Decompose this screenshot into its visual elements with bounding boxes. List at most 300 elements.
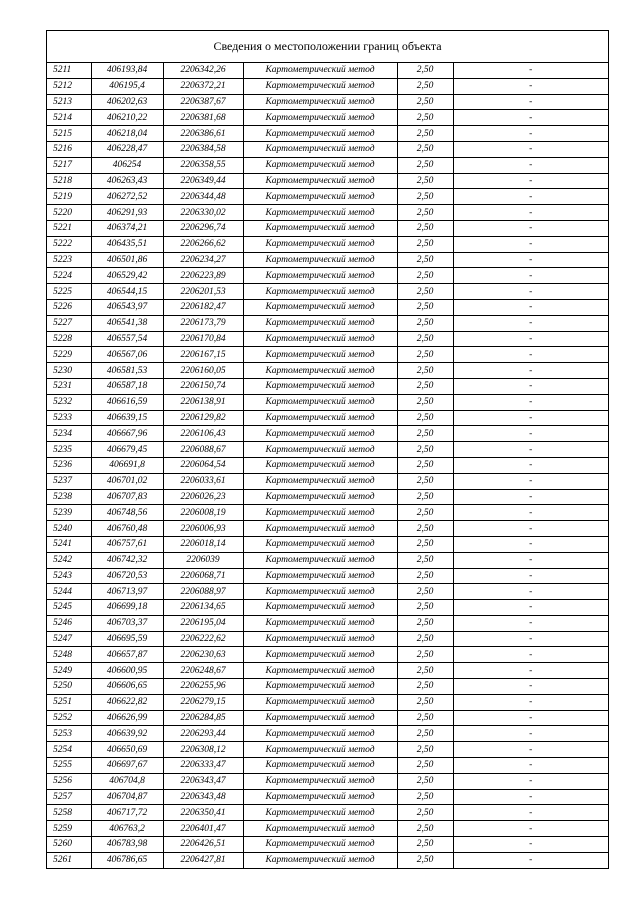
y-coordinate-cell: 2206223,89	[163, 268, 243, 284]
method-cell: Картометрический метод	[243, 141, 397, 157]
description-cell: -	[453, 758, 608, 774]
description-cell: -	[453, 94, 608, 110]
description-cell: -	[453, 426, 608, 442]
x-coordinate-cell: 406543,97	[91, 299, 163, 315]
point-number-cell: 5221	[47, 220, 91, 236]
y-coordinate-cell: 2206170,84	[163, 331, 243, 347]
x-coordinate-cell: 406622,82	[91, 694, 163, 710]
point-number-cell: 5256	[47, 773, 91, 789]
table-row	[47, 694, 608, 710]
accuracy-cell: 2,50	[397, 694, 453, 710]
table-row	[47, 189, 608, 205]
y-coordinate-cell: 2206018,14	[163, 536, 243, 552]
point-number-cell: 5244	[47, 584, 91, 600]
method-cell: Картометрический метод	[243, 110, 397, 126]
y-coordinate-cell: 2206255,96	[163, 679, 243, 695]
y-coordinate-cell: 2206008,19	[163, 505, 243, 521]
x-coordinate-cell: 406639,15	[91, 410, 163, 426]
accuracy-cell: 2,50	[397, 110, 453, 126]
accuracy-cell: 2,50	[397, 789, 453, 805]
accuracy-cell: 2,50	[397, 758, 453, 774]
method-cell: Картометрический метод	[243, 268, 397, 284]
table-row	[47, 157, 608, 173]
table-row	[47, 821, 608, 837]
method-cell: Картометрический метод	[243, 347, 397, 363]
table-row	[47, 615, 608, 631]
x-coordinate-cell: 406704,87	[91, 789, 163, 805]
method-cell: Картометрический метод	[243, 94, 397, 110]
y-coordinate-cell: 2206330,02	[163, 205, 243, 221]
point-number-cell: 5255	[47, 758, 91, 774]
method-cell: Картометрический метод	[243, 584, 397, 600]
description-cell: -	[453, 331, 608, 347]
y-coordinate-cell: 2206266,62	[163, 236, 243, 252]
description-cell: -	[453, 63, 608, 78]
x-coordinate-cell: 406703,37	[91, 615, 163, 631]
point-number-cell: 5218	[47, 173, 91, 189]
accuracy-cell: 2,50	[397, 805, 453, 821]
description-cell: -	[453, 173, 608, 189]
x-coordinate-cell: 406567,06	[91, 347, 163, 363]
x-coordinate-cell: 406699,18	[91, 600, 163, 616]
accuracy-cell: 2,50	[397, 126, 453, 142]
method-cell: Картометрический метод	[243, 378, 397, 394]
y-coordinate-cell: 2206195,04	[163, 615, 243, 631]
table-row	[47, 584, 608, 600]
accuracy-cell: 2,50	[397, 410, 453, 426]
x-coordinate-cell: 406529,42	[91, 268, 163, 284]
point-number-cell: 5230	[47, 363, 91, 379]
method-cell: Картометрический метод	[243, 821, 397, 837]
y-coordinate-cell: 2206401,47	[163, 821, 243, 837]
x-coordinate-cell: 406763,2	[91, 821, 163, 837]
table-row	[47, 805, 608, 821]
x-coordinate-cell: 406707,83	[91, 489, 163, 505]
accuracy-cell: 2,50	[397, 252, 453, 268]
method-cell: Картометрический метод	[243, 789, 397, 805]
accuracy-cell: 2,50	[397, 331, 453, 347]
accuracy-cell: 2,50	[397, 157, 453, 173]
point-number-cell: 5246	[47, 615, 91, 631]
table-row	[47, 505, 608, 521]
point-number-cell: 5259	[47, 821, 91, 837]
point-number-cell: 5250	[47, 679, 91, 695]
x-coordinate-cell: 406713,97	[91, 584, 163, 600]
table-row	[47, 679, 608, 695]
point-number-cell: 5248	[47, 647, 91, 663]
y-coordinate-cell: 2206150,74	[163, 378, 243, 394]
table-row	[47, 457, 608, 473]
accuracy-cell: 2,50	[397, 568, 453, 584]
x-coordinate-cell: 406600,95	[91, 663, 163, 679]
point-number-cell: 5257	[47, 789, 91, 805]
accuracy-cell: 2,50	[397, 679, 453, 695]
table-row	[47, 363, 608, 379]
point-number-cell: 5211	[47, 63, 91, 78]
table-row	[47, 758, 608, 774]
description-cell: -	[453, 710, 608, 726]
table-row	[47, 442, 608, 458]
point-number-cell: 5219	[47, 189, 91, 205]
accuracy-cell: 2,50	[397, 600, 453, 616]
accuracy-cell: 2,50	[397, 268, 453, 284]
accuracy-cell: 2,50	[397, 710, 453, 726]
x-coordinate-cell: 406701,02	[91, 473, 163, 489]
point-number-cell: 5254	[47, 742, 91, 758]
point-number-cell: 5231	[47, 378, 91, 394]
point-number-cell: 5226	[47, 299, 91, 315]
table-title: Сведения о местоположении границ объекта	[47, 31, 608, 63]
point-number-cell: 5227	[47, 315, 91, 331]
x-coordinate-cell: 406626,99	[91, 710, 163, 726]
y-coordinate-cell: 2206342,26	[163, 63, 243, 78]
point-number-cell: 5223	[47, 252, 91, 268]
method-cell: Картометрический метод	[243, 157, 397, 173]
y-coordinate-cell: 2206344,48	[163, 189, 243, 205]
table-row	[47, 489, 608, 505]
table-row	[47, 394, 608, 410]
y-coordinate-cell: 2206138,91	[163, 394, 243, 410]
method-cell: Картометрический метод	[243, 189, 397, 205]
description-cell: -	[453, 442, 608, 458]
method-cell: Картометрический метод	[243, 600, 397, 616]
y-coordinate-cell: 2206129,82	[163, 410, 243, 426]
point-number-cell: 5234	[47, 426, 91, 442]
accuracy-cell: 2,50	[397, 473, 453, 489]
table-row	[47, 789, 608, 805]
point-number-cell: 5240	[47, 521, 91, 537]
table-row	[47, 331, 608, 347]
method-cell: Картометрический метод	[243, 837, 397, 853]
y-coordinate-cell: 2206182,47	[163, 299, 243, 315]
method-cell: Картометрический метод	[243, 552, 397, 568]
point-number-cell: 5217	[47, 157, 91, 173]
method-cell: Картометрический метод	[243, 236, 397, 252]
accuracy-cell: 2,50	[397, 315, 453, 331]
point-number-cell: 5261	[47, 852, 91, 867]
y-coordinate-cell: 2206134,65	[163, 600, 243, 616]
x-coordinate-cell: 406606,65	[91, 679, 163, 695]
accuracy-cell: 2,50	[397, 378, 453, 394]
accuracy-cell: 2,50	[397, 78, 453, 94]
accuracy-cell: 2,50	[397, 489, 453, 505]
accuracy-cell: 2,50	[397, 426, 453, 442]
x-coordinate-cell: 406760,48	[91, 521, 163, 537]
point-number-cell: 5216	[47, 141, 91, 157]
description-cell: -	[453, 299, 608, 315]
table-row	[47, 236, 608, 252]
table-row	[47, 126, 608, 142]
description-cell: -	[453, 489, 608, 505]
x-coordinate-cell: 406704,8	[91, 773, 163, 789]
table-row	[47, 110, 608, 126]
y-coordinate-cell: 2206372,21	[163, 78, 243, 94]
point-number-cell: 5237	[47, 473, 91, 489]
description-cell: -	[453, 600, 608, 616]
y-coordinate-cell: 2206343,48	[163, 789, 243, 805]
description-cell: -	[453, 568, 608, 584]
table-row	[47, 63, 608, 78]
table-row	[47, 568, 608, 584]
point-number-cell: 5215	[47, 126, 91, 142]
coordinates-table	[47, 63, 608, 868]
accuracy-cell: 2,50	[397, 347, 453, 363]
x-coordinate-cell: 406272,52	[91, 189, 163, 205]
point-number-cell: 5245	[47, 600, 91, 616]
accuracy-cell: 2,50	[397, 173, 453, 189]
y-coordinate-cell: 2206222,62	[163, 631, 243, 647]
y-coordinate-cell: 2206201,53	[163, 284, 243, 300]
table-row	[47, 536, 608, 552]
point-number-cell: 5229	[47, 347, 91, 363]
coordinates-table-body	[47, 63, 608, 868]
table-row	[47, 600, 608, 616]
point-number-cell: 5225	[47, 284, 91, 300]
x-coordinate-cell: 406254	[91, 157, 163, 173]
description-cell: -	[453, 615, 608, 631]
description-cell: -	[453, 726, 608, 742]
accuracy-cell: 2,50	[397, 63, 453, 78]
method-cell: Картометрический метод	[243, 220, 397, 236]
x-coordinate-cell: 406374,21	[91, 220, 163, 236]
description-cell: -	[453, 789, 608, 805]
table-row	[47, 426, 608, 442]
point-number-cell: 5232	[47, 394, 91, 410]
x-coordinate-cell: 406757,61	[91, 536, 163, 552]
point-number-cell: 5260	[47, 837, 91, 853]
description-cell: -	[453, 410, 608, 426]
x-coordinate-cell: 406667,96	[91, 426, 163, 442]
point-number-cell: 5258	[47, 805, 91, 821]
accuracy-cell: 2,50	[397, 552, 453, 568]
table-row	[47, 347, 608, 363]
description-cell: -	[453, 663, 608, 679]
method-cell: Картометрический метод	[243, 726, 397, 742]
x-coordinate-cell: 406435,51	[91, 236, 163, 252]
table-row	[47, 663, 608, 679]
description-cell: -	[453, 205, 608, 221]
table-row	[47, 521, 608, 537]
method-cell: Картометрический метод	[243, 521, 397, 537]
description-cell: -	[453, 521, 608, 537]
point-number-cell: 5212	[47, 78, 91, 94]
x-coordinate-cell: 406544,15	[91, 284, 163, 300]
method-cell: Картометрический метод	[243, 852, 397, 867]
accuracy-cell: 2,50	[397, 299, 453, 315]
x-coordinate-cell: 406541,38	[91, 315, 163, 331]
point-number-cell: 5241	[47, 536, 91, 552]
x-coordinate-cell: 406748,56	[91, 505, 163, 521]
y-coordinate-cell: 2206308,12	[163, 742, 243, 758]
x-coordinate-cell: 406720,53	[91, 568, 163, 584]
accuracy-cell: 2,50	[397, 615, 453, 631]
y-coordinate-cell: 2206064,54	[163, 457, 243, 473]
description-cell: -	[453, 126, 608, 142]
method-cell: Картометрический метод	[243, 442, 397, 458]
y-coordinate-cell: 2206349,44	[163, 173, 243, 189]
method-cell: Картометрический метод	[243, 615, 397, 631]
method-cell: Картометрический метод	[243, 331, 397, 347]
point-number-cell: 5213	[47, 94, 91, 110]
point-number-cell: 5220	[47, 205, 91, 221]
description-cell: -	[453, 157, 608, 173]
table-row	[47, 710, 608, 726]
x-coordinate-cell: 406786,65	[91, 852, 163, 867]
x-coordinate-cell: 406639,92	[91, 726, 163, 742]
method-cell: Картометрический метод	[243, 568, 397, 584]
y-coordinate-cell: 2206350,41	[163, 805, 243, 821]
description-cell: -	[453, 394, 608, 410]
x-coordinate-cell: 406679,45	[91, 442, 163, 458]
x-coordinate-cell: 406228,47	[91, 141, 163, 157]
method-cell: Картометрический метод	[243, 805, 397, 821]
y-coordinate-cell: 2206167,15	[163, 347, 243, 363]
description-cell: -	[453, 852, 608, 867]
accuracy-cell: 2,50	[397, 442, 453, 458]
method-cell: Картометрический метод	[243, 78, 397, 94]
boundary-table-sheet	[46, 30, 609, 869]
description-cell: -	[453, 552, 608, 568]
description-cell: -	[453, 363, 608, 379]
x-coordinate-cell: 406210,22	[91, 110, 163, 126]
table-row	[47, 773, 608, 789]
accuracy-cell: 2,50	[397, 189, 453, 205]
point-number-cell: 5228	[47, 331, 91, 347]
table-row	[47, 78, 608, 94]
y-coordinate-cell: 2206088,67	[163, 442, 243, 458]
point-number-cell: 5251	[47, 694, 91, 710]
description-cell: -	[453, 837, 608, 853]
accuracy-cell: 2,50	[397, 236, 453, 252]
description-cell: -	[453, 805, 608, 821]
y-coordinate-cell: 2206068,71	[163, 568, 243, 584]
x-coordinate-cell: 406587,18	[91, 378, 163, 394]
y-coordinate-cell: 2206296,74	[163, 220, 243, 236]
method-cell: Картометрический метод	[243, 173, 397, 189]
y-coordinate-cell: 2206426,51	[163, 837, 243, 853]
point-number-cell: 5222	[47, 236, 91, 252]
y-coordinate-cell: 2206381,68	[163, 110, 243, 126]
method-cell: Картометрический метод	[243, 205, 397, 221]
description-cell: -	[453, 679, 608, 695]
point-number-cell: 5238	[47, 489, 91, 505]
accuracy-cell: 2,50	[397, 773, 453, 789]
y-coordinate-cell: 2206386,61	[163, 126, 243, 142]
x-coordinate-cell: 406691,8	[91, 457, 163, 473]
table-row	[47, 647, 608, 663]
accuracy-cell: 2,50	[397, 631, 453, 647]
description-cell: -	[453, 473, 608, 489]
method-cell: Картометрический метод	[243, 679, 397, 695]
description-cell: -	[453, 78, 608, 94]
x-coordinate-cell: 406193,84	[91, 63, 163, 78]
x-coordinate-cell: 406650,69	[91, 742, 163, 758]
description-cell: -	[453, 647, 608, 663]
accuracy-cell: 2,50	[397, 647, 453, 663]
description-cell: -	[453, 378, 608, 394]
description-cell: -	[453, 110, 608, 126]
table-row	[47, 284, 608, 300]
accuracy-cell: 2,50	[397, 394, 453, 410]
description-cell: -	[453, 584, 608, 600]
x-coordinate-cell: 406218,04	[91, 126, 163, 142]
description-cell: -	[453, 252, 608, 268]
x-coordinate-cell: 406657,87	[91, 647, 163, 663]
x-coordinate-cell: 406291,93	[91, 205, 163, 221]
y-coordinate-cell: 2206358,55	[163, 157, 243, 173]
method-cell: Картометрический метод	[243, 710, 397, 726]
y-coordinate-cell: 2206088,97	[163, 584, 243, 600]
y-coordinate-cell: 2206234,27	[163, 252, 243, 268]
table-row	[47, 268, 608, 284]
accuracy-cell: 2,50	[397, 663, 453, 679]
table-row	[47, 173, 608, 189]
y-coordinate-cell: 2206279,15	[163, 694, 243, 710]
description-cell: -	[453, 457, 608, 473]
x-coordinate-cell: 406783,98	[91, 837, 163, 853]
table-row	[47, 410, 608, 426]
x-coordinate-cell: 406501,86	[91, 252, 163, 268]
y-coordinate-cell: 2206173,79	[163, 315, 243, 331]
table-row	[47, 631, 608, 647]
table-row	[47, 473, 608, 489]
accuracy-cell: 2,50	[397, 584, 453, 600]
method-cell: Картометрический метод	[243, 694, 397, 710]
x-coordinate-cell: 406742,32	[91, 552, 163, 568]
y-coordinate-cell: 2206384,58	[163, 141, 243, 157]
table-row	[47, 552, 608, 568]
point-number-cell: 5214	[47, 110, 91, 126]
description-cell: -	[453, 268, 608, 284]
method-cell: Картометрический метод	[243, 284, 397, 300]
method-cell: Картометрический метод	[243, 631, 397, 647]
accuracy-cell: 2,50	[397, 363, 453, 379]
y-coordinate-cell: 2206026,23	[163, 489, 243, 505]
description-cell: -	[453, 141, 608, 157]
table-row	[47, 852, 608, 867]
point-number-cell: 5239	[47, 505, 91, 521]
accuracy-cell: 2,50	[397, 742, 453, 758]
table-row	[47, 837, 608, 853]
point-number-cell: 5242	[47, 552, 91, 568]
accuracy-cell: 2,50	[397, 536, 453, 552]
method-cell: Картометрический метод	[243, 426, 397, 442]
method-cell: Картометрический метод	[243, 252, 397, 268]
x-coordinate-cell: 406195,4	[91, 78, 163, 94]
method-cell: Картометрический метод	[243, 663, 397, 679]
table-row	[47, 141, 608, 157]
method-cell: Картометрический метод	[243, 457, 397, 473]
accuracy-cell: 2,50	[397, 505, 453, 521]
point-number-cell: 5252	[47, 710, 91, 726]
method-cell: Картометрический метод	[243, 536, 397, 552]
description-cell: -	[453, 220, 608, 236]
description-cell: -	[453, 694, 608, 710]
description-cell: -	[453, 742, 608, 758]
accuracy-cell: 2,50	[397, 521, 453, 537]
x-coordinate-cell: 406557,54	[91, 331, 163, 347]
point-number-cell: 5249	[47, 663, 91, 679]
description-cell: -	[453, 236, 608, 252]
y-coordinate-cell: 2206427,81	[163, 852, 243, 867]
x-coordinate-cell: 406616,59	[91, 394, 163, 410]
accuracy-cell: 2,50	[397, 220, 453, 236]
table-row	[47, 315, 608, 331]
table-row	[47, 205, 608, 221]
accuracy-cell: 2,50	[397, 141, 453, 157]
point-number-cell: 5224	[47, 268, 91, 284]
description-cell: -	[453, 505, 608, 521]
